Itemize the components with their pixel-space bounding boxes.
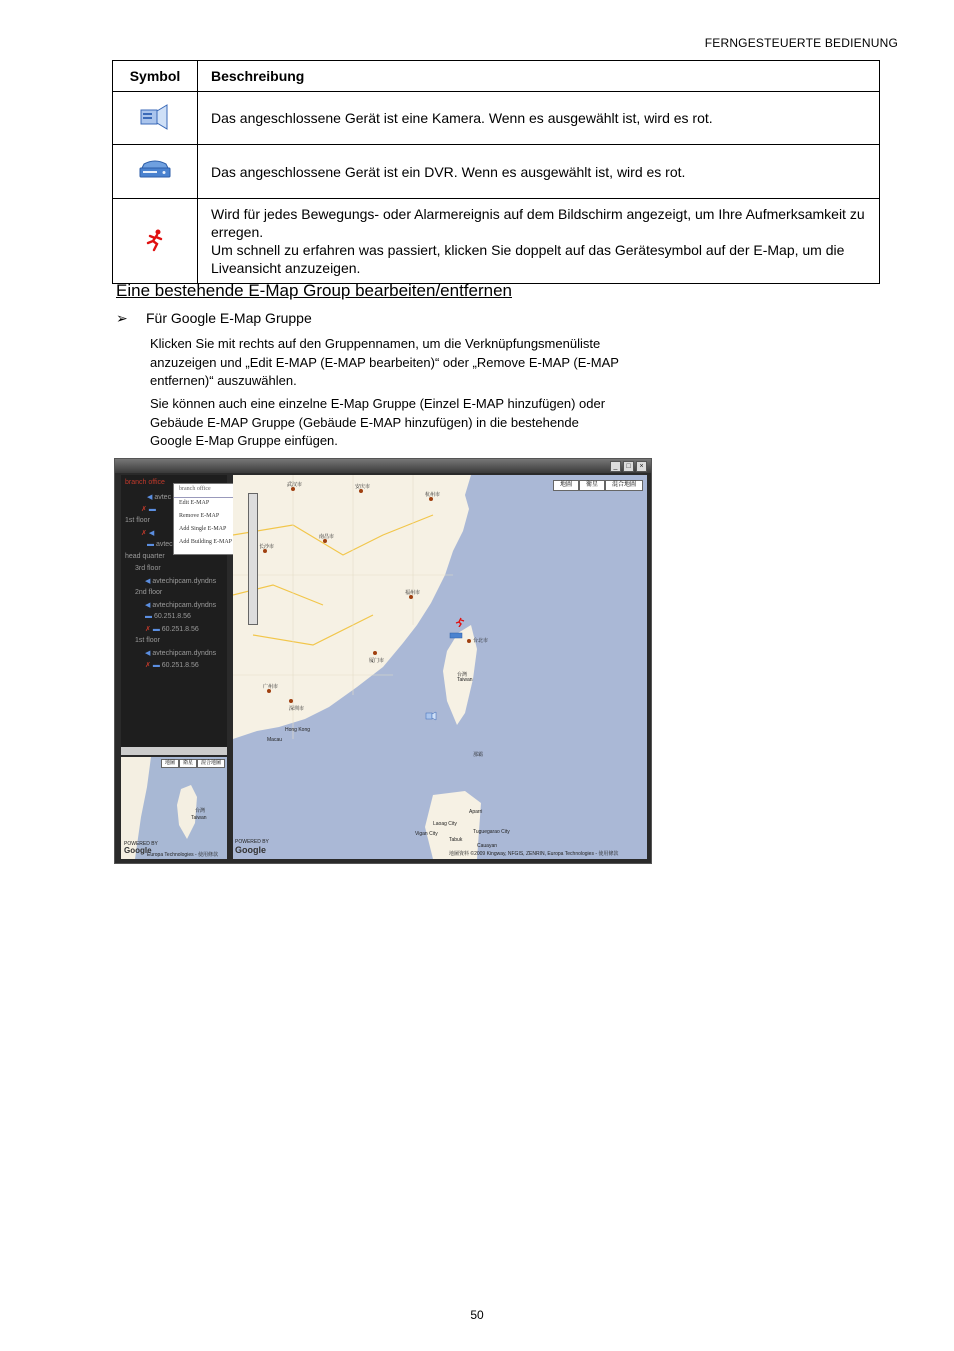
map-label-taiwan-cn: 台灣: [457, 672, 468, 678]
map-camera-icon[interactable]: [425, 711, 437, 721]
page-header: FERNGESTEUERTE BEDIENUNG: [704, 36, 898, 50]
map-label-taiwan: Taiwan: [457, 677, 473, 683]
motion-description: Wird für jedes Bewegungs- oder Alarmereignis auf dem Bildschirm angezeigt, um Ihre Aufmerksamkeit zu erregen.: [211, 206, 865, 240]
google-logo: Google: [235, 845, 266, 855]
context-menu-header: branch office: [174, 484, 250, 498]
tree-item-ip2[interactable]: ✗ ▬ 60.251.8.56: [145, 626, 199, 633]
tree-item-floor2[interactable]: 2nd floor: [135, 589, 163, 596]
close-icon[interactable]: ×: [636, 461, 647, 472]
bullet-text: Für Google E-Map Gruppe: [146, 310, 312, 326]
minimap-tab-satellite[interactable]: 衛星: [179, 759, 197, 768]
table-row: [113, 92, 880, 145]
overview-minimap[interactable]: [121, 757, 227, 859]
tree-scrollbar[interactable]: [121, 747, 227, 755]
tree-item-cam2[interactable]: ◀ avtechipcam.dyndns: [145, 602, 217, 609]
tree-item-floor1b[interactable]: 1st floor: [135, 637, 160, 644]
minimap-tab-hybrid[interactable]: 混合地圖: [197, 759, 225, 768]
map-type-tabs: [553, 480, 643, 491]
col-description-header: Beschreibung: [198, 61, 880, 92]
window-titlebar: [115, 459, 651, 473]
table-row: [113, 199, 880, 284]
map-label-fuzhou: 福州市: [405, 590, 421, 596]
zoom-slider[interactable]: [248, 493, 258, 625]
tree-item-head[interactable]: head quarter: [125, 553, 165, 560]
map-label-vigan: Vigan City: [415, 831, 438, 837]
restore-icon[interactable]: □: [623, 461, 634, 472]
map-label-anqing: 安庆市: [355, 484, 371, 490]
map-label-tabuk: Tabuk: [449, 837, 463, 843]
minimap-google-logo: Google: [124, 846, 152, 855]
menu-item-add-building-emap[interactable]: Add Building E-MAP: [179, 539, 233, 545]
map-copyright: 地圖資料 ©2009 Kingway, NFGIS, ZENRIN, Europa Technologies - 使用條款: [449, 851, 619, 857]
map-label-hangzhou: 杭州市: [425, 492, 441, 498]
dvr-icon: [138, 158, 172, 182]
tab-satellite[interactable]: 衛星: [579, 480, 605, 491]
menu-item-add-single-emap[interactable]: Add Single E-MAP: [179, 526, 227, 532]
minimap-label-taiwan: Taiwan: [191, 815, 207, 821]
city-marker: [467, 639, 471, 643]
tree-item-floor1[interactable]: 1st floor: [125, 517, 150, 524]
map-label-cauayan: Cauayan: [477, 843, 498, 849]
tree-item-alarm2[interactable]: ✗ ◀: [141, 530, 155, 537]
map-label-guangzhou: 广州市: [263, 684, 279, 690]
symbol-table: [112, 60, 880, 284]
tree-item-cam-b[interactable]: ▬ avtec: [147, 541, 173, 548]
col-symbol-header: Symbol: [113, 61, 198, 92]
map-label-wuhan: 武汉市: [287, 482, 303, 488]
map-label-naha: 那霸: [473, 752, 484, 758]
tree-item-ip1[interactable]: ▬ 60.251.8.56: [145, 613, 191, 620]
city-marker: [373, 651, 377, 655]
map-alarm-icon[interactable]: [455, 617, 465, 627]
paragraph-edit-remove: Klicken Sie mit rechts auf den Gruppennamen, um die Verknüpfungsmenüliste anzuzeigen und „Edit E-MAP (E-MAP bearbeiten)“ oder „Remove E-MAP (E-MAP entfernen)“ auszuwählen.: [150, 336, 619, 388]
map-land: [233, 475, 647, 859]
minimize-icon[interactable]: _: [610, 461, 621, 472]
map-label-taipei: 台北市: [473, 638, 489, 644]
camera-icon: [139, 102, 171, 132]
map-label-hongkong: Hong Kong: [285, 727, 311, 733]
arrow-bullet-icon: ➢: [116, 310, 128, 326]
tree-item-alarm[interactable]: ✗ ▬: [141, 506, 156, 513]
minimap-tabs: [161, 759, 225, 768]
bullet-item: [116, 310, 312, 327]
menu-item-edit-emap[interactable]: Edit E-MAP: [179, 500, 210, 506]
section-title: Eine bestehende E-Map Group bearbeiten/entfernen: [116, 281, 512, 300]
city-marker: [289, 699, 293, 703]
minimap-label-taiwan-cn: 台灣: [195, 808, 206, 814]
page-number: 50: [470, 1308, 484, 1322]
map-label-xiamen: 厦门市: [369, 658, 385, 664]
map-label-nanchang: 南昌市: [319, 534, 335, 540]
google-map[interactable]: [233, 475, 647, 859]
map-label-laoag: Laoag City: [433, 821, 457, 827]
map-label-macau: Macau: [267, 737, 283, 743]
map-label-changsha: 长沙市: [259, 544, 275, 550]
paragraph-add-emap: Sie können auch eine einzelne E-Map Gruppe (Einzel E-MAP hinzufügen) oder Gebäude E-MAP Gruppe (Gebäude E-MAP hinzufügen) in die bestehende Google E-Map Gruppe einfügen.: [150, 396, 606, 448]
tree-item-ip3[interactable]: ✗ ▬ 60.251.8.56: [145, 662, 199, 669]
minimap-copyright: Europa Technologies - 使用條款: [147, 852, 219, 858]
dvr-description: Das angeschlossene Gerät ist ein DVR. Wenn es ausgewählt ist, wird es rot.: [198, 145, 880, 199]
table-row: [113, 145, 880, 199]
map-label-tuguegarao: Tuguegarao City: [473, 829, 510, 835]
tab-hybrid[interactable]: 混合地圖: [605, 480, 643, 491]
menu-item-remove-emap[interactable]: Remove E-MAP: [179, 513, 220, 519]
emap-screenshot: [114, 458, 652, 864]
tree-item-cam1[interactable]: ◀ avtechipcam.dyndns: [145, 578, 217, 585]
map-label-shenzhen: 深圳市: [289, 706, 305, 712]
tree-item-cam3[interactable]: ◀ avtechipcam.dyndns: [145, 650, 217, 657]
motion-description-2: Um schnell zu erfahren was passiert, klicken Sie doppelt auf das Gerätesymbol auf der E-Map, um die Liveansicht anzuzeigen.: [211, 242, 845, 276]
tree-item-branch[interactable]: branch office: [125, 479, 165, 486]
minimap-tab-map[interactable]: 地圖: [161, 759, 179, 768]
map-dvr-icon[interactable]: [449, 629, 463, 641]
running-man-icon: [143, 228, 167, 252]
tree-item-cam[interactable]: ◀ avtec: [147, 494, 172, 501]
tab-map[interactable]: 地圖: [553, 480, 579, 491]
map-label-aparri: Aparri: [469, 809, 483, 815]
minimap-powered: POWERED BY: [124, 841, 158, 847]
camera-description: Das angeschlossene Gerät ist eine Kamera. Wenn es ausgewählt ist, wird es rot.: [198, 92, 880, 145]
map-powered: POWERED BY: [235, 839, 269, 845]
tree-item-floor3[interactable]: 3rd floor: [135, 565, 161, 572]
